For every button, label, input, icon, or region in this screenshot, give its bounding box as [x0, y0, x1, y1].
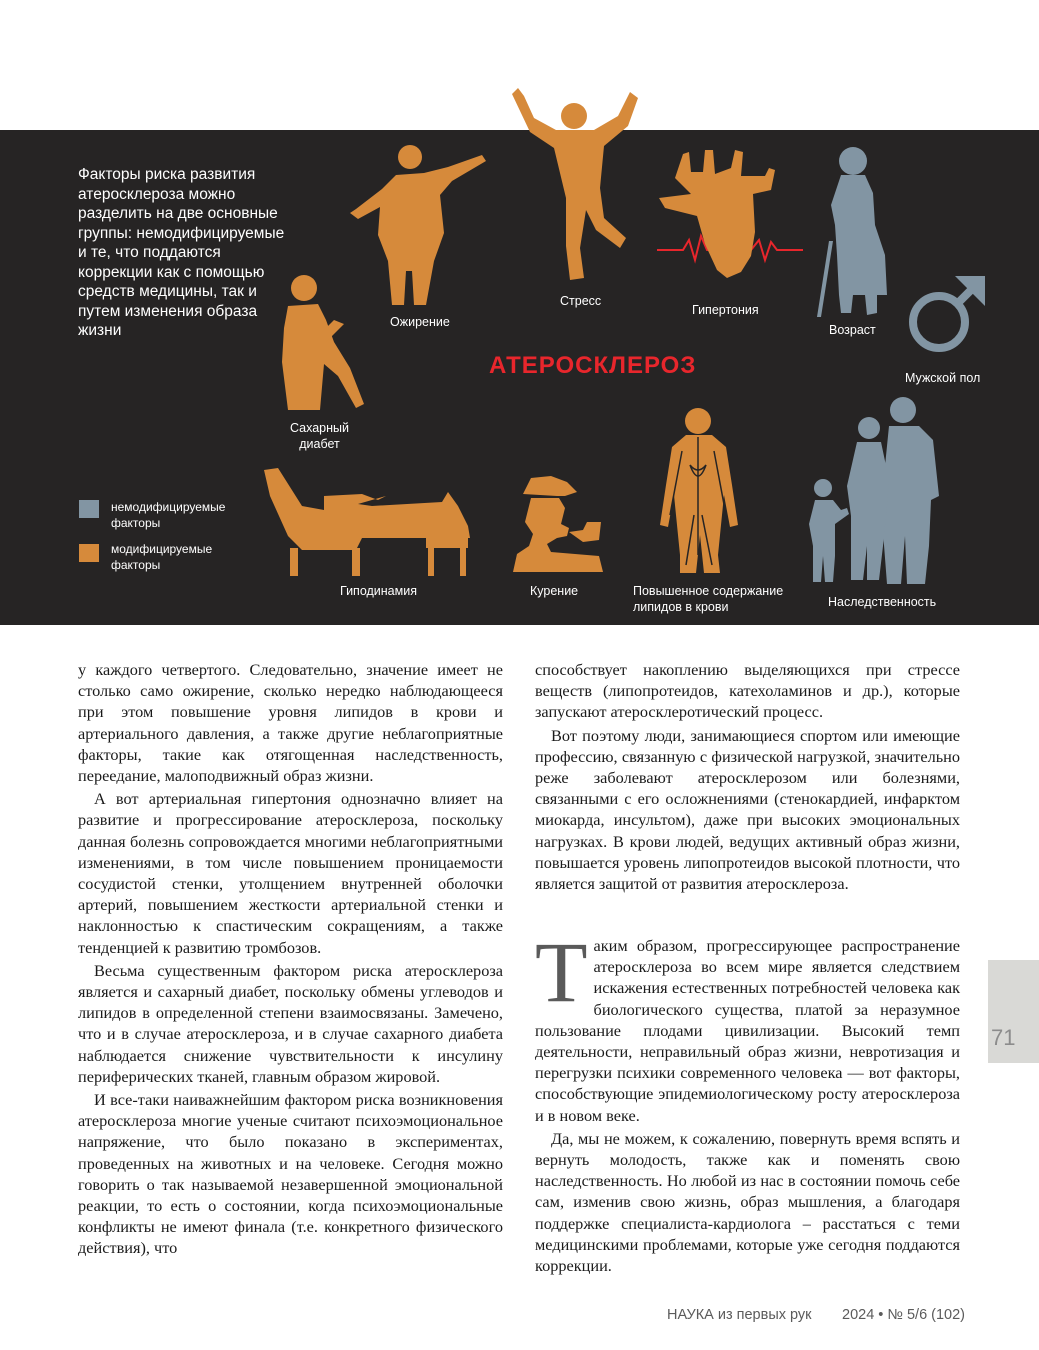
stress-label: Стресс — [560, 294, 602, 308]
journal-name: НАУКА из первых рук — [667, 1307, 812, 1323]
vascular-system-icon — [654, 405, 744, 575]
drop-cap: Т — [535, 924, 588, 1020]
legend-swatch-modifiable — [79, 544, 99, 562]
smoking-label: Курение — [530, 584, 579, 598]
paragraph: И все-таки наиважнейшим фактором риска возникновения атеросклероза многие ученые считают психоэмоциональное напряжение, что было показано в экспериментах, проведенных на животных и на человеке. Сегодня можно говорить о так называемой незавершенной эмоциональной реакции, то есть о состоянии, когда психоэмоциональные конфликты не имеют финала (т.е. конкретного физического действия), что — [78, 1090, 503, 1258]
male-label: Мужской пол — [905, 371, 981, 385]
male-symbol-icon — [905, 272, 987, 357]
diabetes-label: Сахарный диабет — [290, 421, 350, 451]
age-label: Возраст — [829, 323, 876, 337]
legend-non-modifiable: немодифицируемые факторы — [111, 500, 226, 530]
article-left-column — [78, 659, 503, 1259]
obesity-label: Ожирение — [390, 315, 450, 329]
heart-icon — [655, 148, 805, 283]
hypertension-label: Гипертония — [692, 303, 759, 317]
infographic-title: АТЕРОСКЛЕРОЗ — [489, 352, 697, 379]
lipids-label: Повышенное содержание липидов в крови — [633, 584, 784, 614]
legend-swatch-non-modifiable — [79, 500, 99, 518]
paragraph: А вот артериальная гипертония однозначно влияет на развитие и прогрессирование атеросклероза, поскольку данная болезнь сопровождается многими неблагоприятными изменениями, в том числе повышением проницаемости сосудистой стенки, утолщением внутренней оболочки артерий, повышением жесткости артериальной стенки и наклонностью к спастическим сокращениям, а также тенденцией к развитию тромбозов. — [78, 789, 503, 957]
hypodynamia-label: Гиподинамия — [340, 584, 417, 598]
person-injecting-insulin-icon — [280, 272, 370, 412]
paragraph: у каждого четвертого. Следовательно, значение имеет не столько само ожирение, сколько нередко наблюдающееся при этом повышение уровня липидов в крови и артериального давления, а также другие неблагоприятные факторы, такие как отягощенная наследственность, переедание, малоподвижный образ жизни. — [78, 660, 503, 786]
page-number: 71 — [991, 1025, 1016, 1050]
paragraph: способствует накоплению выделяющихся при стрессе веществ (липопротеидов, катехоламинов и др.), которые запускают атеросклеротический процесс. — [535, 660, 960, 722]
person-lying-on-couch-icon — [262, 466, 474, 578]
old-woman-with-cane-icon — [815, 145, 895, 320]
heredity-label: Наследственность — [828, 595, 937, 609]
paragraph: Вот поэтому люди, занимающиеся спортом или имеющие профессию, связанную с физической нагрузкой, значительно реже заболевают атеросклерозом или болезнями, связанными с его осложнениями (стенокардией, инфарктом миокарда, инсультом), даже при высоких эмоциональных нагрузках. В крови людей, ведущих активный образ жизни, повышается уровень липопротеидов высокой плотности, что является защитой от развития атеросклероза. — [535, 725, 960, 894]
article-conclusion — [535, 924, 960, 1276]
conclusion-paragraph — [535, 924, 960, 1126]
article-right-column — [535, 659, 960, 894]
issue-info: 2024 • № 5/6 (102) — [842, 1307, 966, 1323]
paragraph: Да, мы не можем, к сожалению, повернуть время вспять и вернуть молодость, также как и поменять свою наследственность. Но любой из нас в состоянии помочь себе сам, изменив свою жизнь, образ мышления, а благодаря поддержке специалиста-кардиолога – расстаться с теми медицинскими проблемами, которые уже сегодня поддаются коррекции. — [535, 1128, 960, 1276]
infographic-intro: Факторы риска развития атеросклероза можно разделить на две основные группы: немодифицируемые и те, что поддаются коррекции как с помощью средств медицины, так и путем изменения образа жизни — [78, 166, 285, 339]
paragraph: Весьма существенным фактором риска атеросклероза является и сахарный диабет, поскольку обмены углеводов и липидов в определенной степени взаимосвязаны. Замечено, что и в случае атеросклероза, и в случае сахарного диабета наблюдается снижение чувствительности к инсулину периферических тканей, главным образом жировой. — [78, 960, 503, 1086]
stressed-person-icon — [508, 88, 643, 283]
conclusion-text: аким образом, прогрессирующее распространение атеросклероза во всем мире является следствием искажения естественных потребностей человека как биологического существа, платой за неразумное пользование плодами цивилизации. Высокий темп деятельности, неправильный образ жизни, невротизация и перегрузки психики современного человека — вот факторы, способствующие эпидемиологическому росту атеросклероза и в новом веке. — [535, 936, 960, 1125]
family-icon — [807, 396, 947, 586]
legend-modifiable: модифицируемые факторы — [111, 542, 213, 572]
smoking-man-icon — [511, 474, 611, 574]
